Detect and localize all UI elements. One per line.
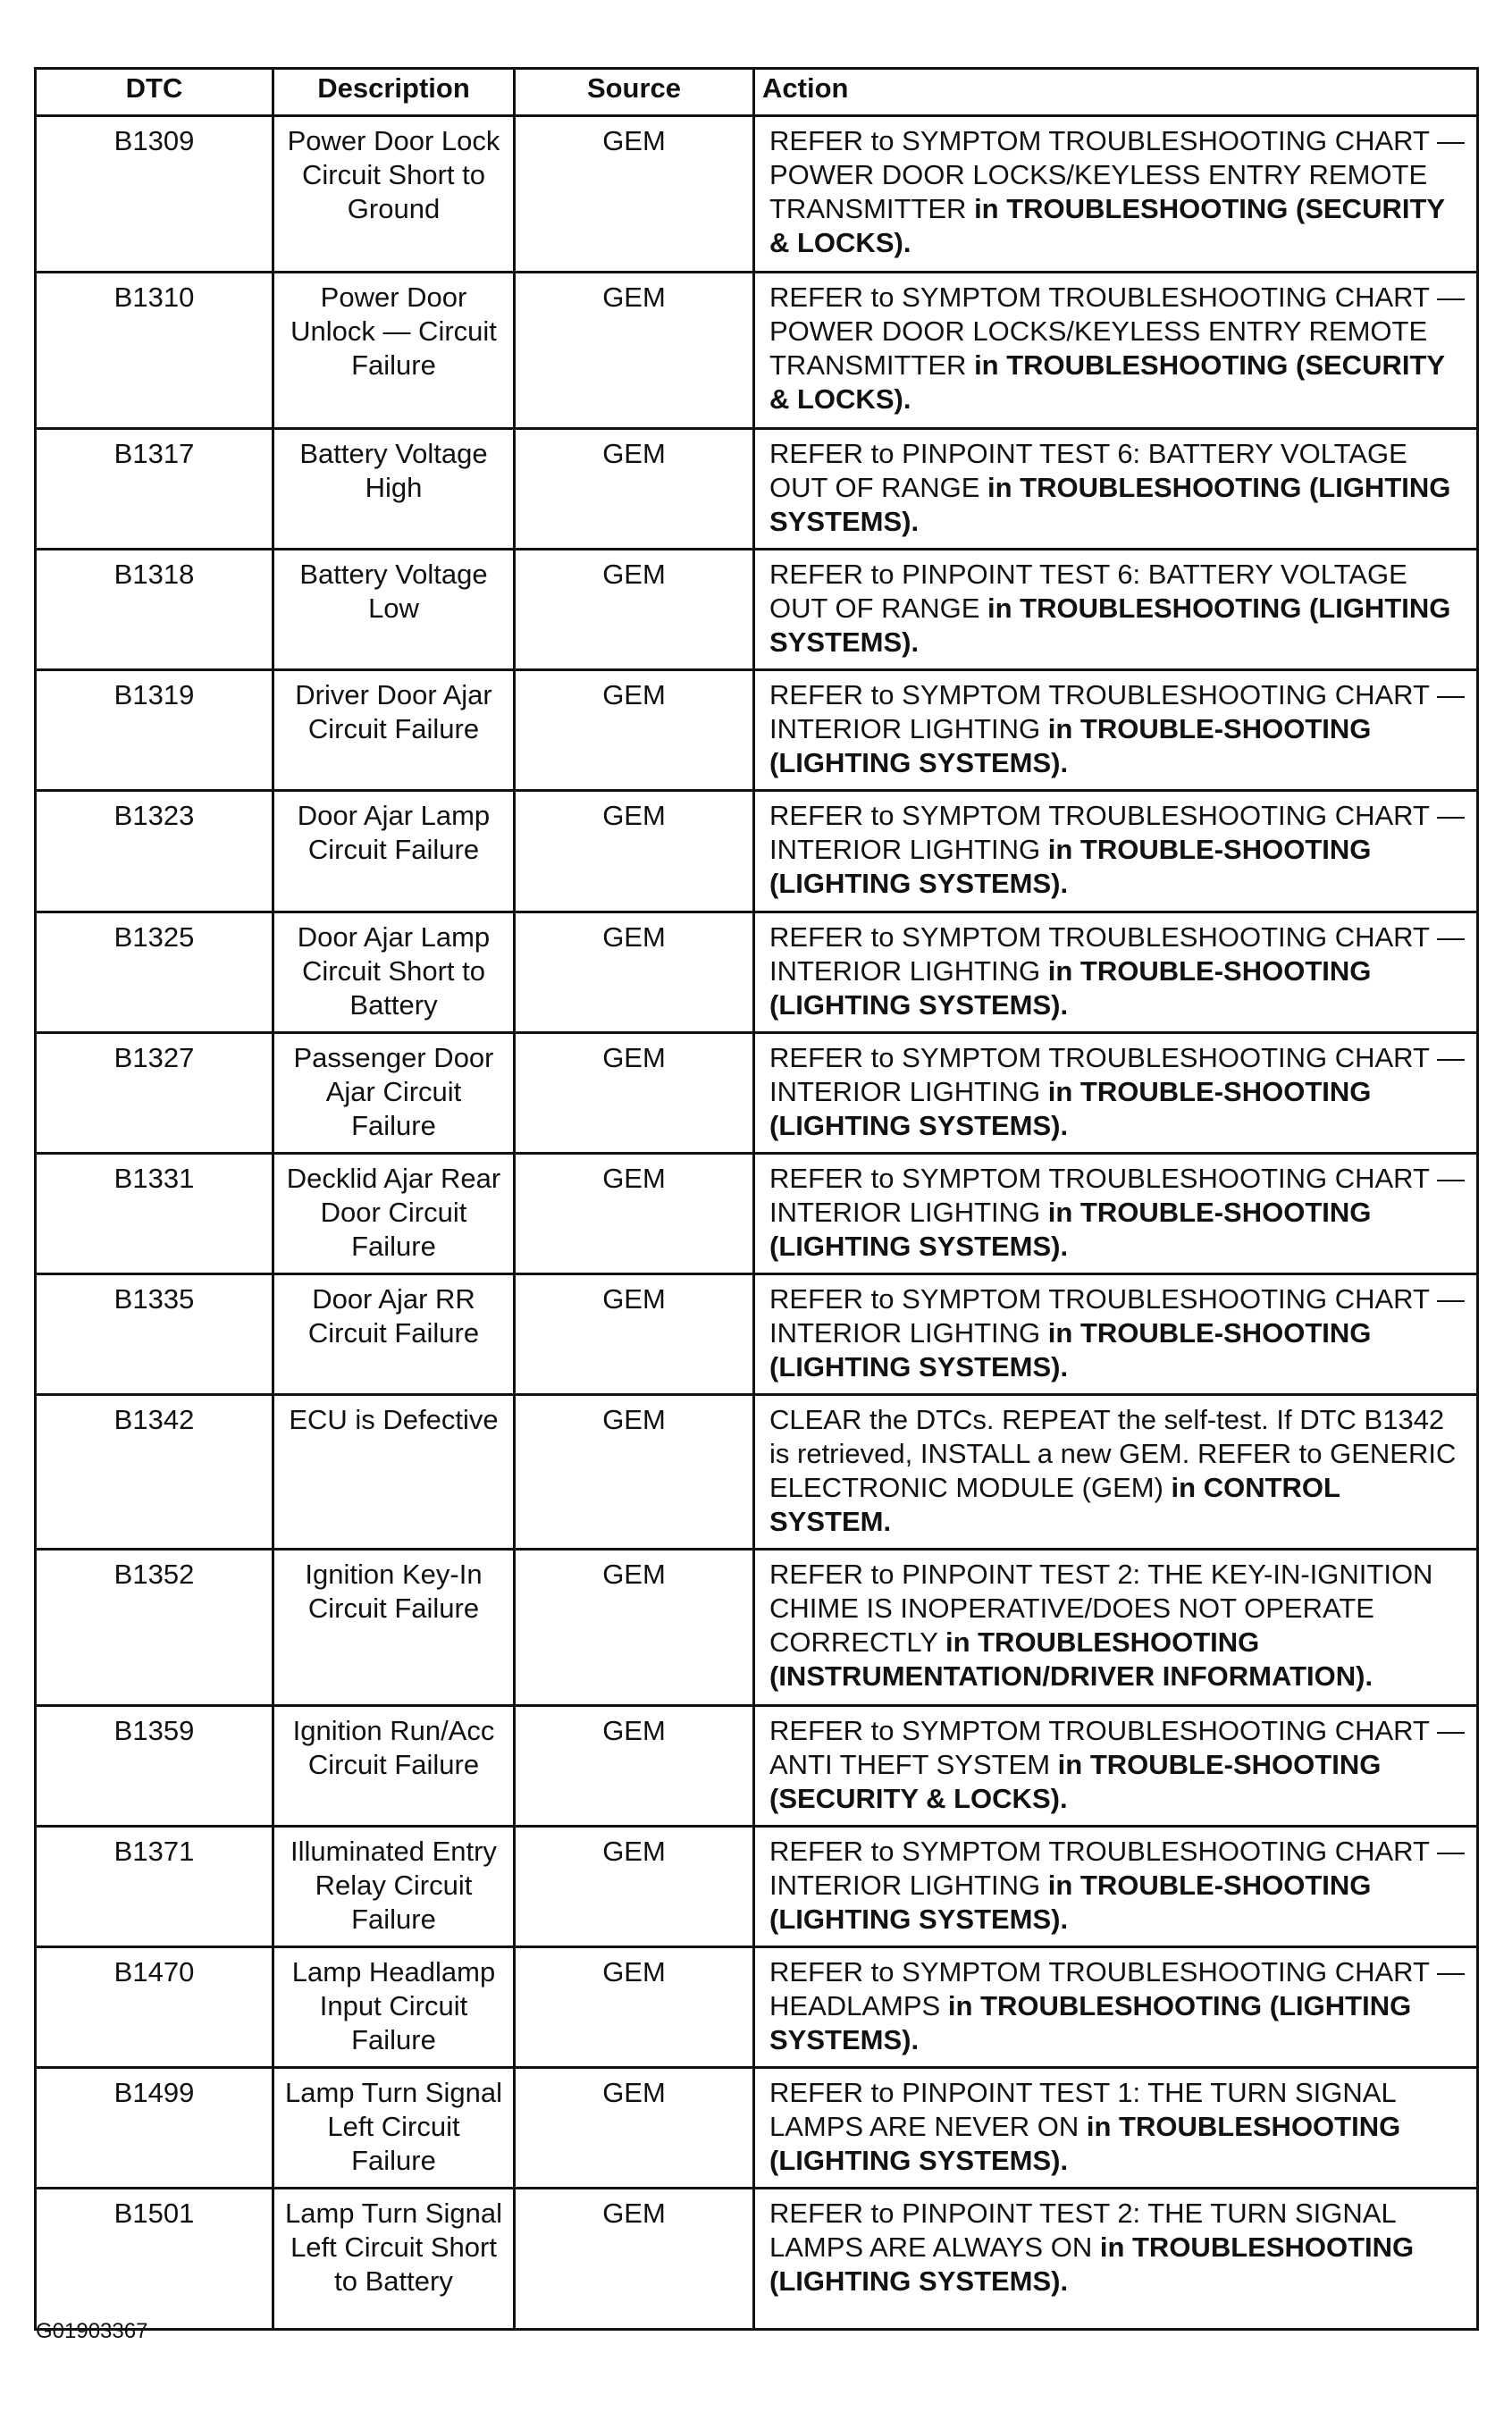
action-reference: in CONTROL SYSTEM.	[769, 1472, 1340, 1537]
table-row	[36, 273, 1478, 429]
dtc-action	[754, 550, 1478, 670]
dtc-description: Battery Voltage Low	[273, 550, 515, 670]
table-row	[36, 1154, 1478, 1274]
dtc-action	[754, 429, 1478, 550]
dtc-description: Ignition Key-In Circuit Failure	[273, 1550, 515, 1706]
dtc-source: GEM	[515, 429, 754, 550]
dtc-code: B1323	[36, 791, 273, 912]
action-reference: in TROUBLE-SHOOTING (LIGHTING SYSTEMS).	[769, 955, 1372, 1021]
dtc-code: B1359	[36, 1706, 273, 1827]
dtc-code: B1318	[36, 550, 273, 670]
dtc-source: GEM	[515, 912, 754, 1033]
action-instruction: REFER to PINPOINT TEST 1: THE TURN SIGNAL LAMPS ARE NEVER ON	[769, 2077, 1396, 2142]
dtc-description: Battery Voltage High	[273, 429, 515, 550]
table-row	[36, 2068, 1478, 2189]
table-row	[36, 1274, 1478, 1395]
dtc-code: B1317	[36, 429, 273, 550]
dtc-code: B1335	[36, 1274, 273, 1395]
header-source: Source	[515, 69, 754, 116]
action-instruction: REFER to SYMPTOM TROUBLESHOOTING CHART — POWER DOOR LOCKS/KEYLESS ENTRY REMOTE TRANSMITTER	[769, 125, 1465, 224]
dtc-source: GEM	[515, 550, 754, 670]
table-row	[36, 116, 1478, 273]
dtc-source: GEM	[515, 1154, 754, 1274]
action-reference: in TROUBLESHOOTING (LIGHTING SYSTEMS).	[769, 472, 1451, 537]
header-row	[36, 69, 1478, 116]
header-description: Description	[273, 69, 515, 116]
action-instruction: REFER to SYMPTOM TROUBLESHOOTING CHART — INTERIOR LIGHTING	[769, 1042, 1465, 1107]
action-reference: in TROUBLESHOOTING (SECURITY & LOCKS).	[769, 349, 1445, 415]
dtc-code: B1342	[36, 1395, 273, 1550]
dtc-action	[754, 1947, 1478, 2068]
dtc-description: Lamp Headlamp Input Circuit Failure	[273, 1947, 515, 2068]
dtc-source: GEM	[515, 1274, 754, 1395]
action-instruction: REFER to SYMPTOM TROUBLESHOOTING CHART — INTERIOR LIGHTING	[769, 1283, 1465, 1349]
dtc-action	[754, 670, 1478, 791]
dtc-description: Power Door Lock Circuit Short to Ground	[273, 116, 515, 273]
dtc-description: Door Ajar RR Circuit Failure	[273, 1274, 515, 1395]
dtc-table	[34, 67, 1479, 2331]
table-row	[36, 1395, 1478, 1550]
dtc-description: Power Door Unlock — Circuit Failure	[273, 273, 515, 429]
table-row	[36, 1827, 1478, 1947]
table-row	[36, 670, 1478, 791]
dtc-description: Door Ajar Lamp Circuit Short to Battery	[273, 912, 515, 1033]
action-instruction: REFER to SYMPTOM TROUBLESHOOTING CHART — POWER DOOR LOCKS/KEYLESS ENTRY REMOTE TRANSMITTER	[769, 282, 1465, 381]
dtc-action	[754, 273, 1478, 429]
action-instruction: REFER to SYMPTOM TROUBLESHOOTING CHART — ANTI THEFT SYSTEM	[769, 1715, 1465, 1780]
dtc-source: GEM	[515, 1706, 754, 1827]
action-reference: in TROUBLE-SHOOTING (LIGHTING SYSTEMS).	[769, 834, 1372, 899]
table-row	[36, 1947, 1478, 2068]
action-instruction: REFER to PINPOINT TEST 2: THE TURN SIGNAL LAMPS ARE ALWAYS ON	[769, 2198, 1396, 2263]
dtc-code: B1331	[36, 1154, 273, 1274]
dtc-action	[754, 2068, 1478, 2189]
dtc-description: Lamp Turn Signal Left Circuit Failure	[273, 2068, 515, 2189]
action-reference: in TROUBLESHOOTING (LIGHTING SYSTEMS).	[769, 1990, 1412, 2055]
action-instruction: REFER to SYMPTOM TROUBLESHOOTING CHART — INTERIOR LIGHTING	[769, 1163, 1465, 1228]
dtc-description: Illuminated Entry Relay Circuit Failure	[273, 1827, 515, 1947]
dtc-description: Driver Door Ajar Circuit Failure	[273, 670, 515, 791]
dtc-description: Ignition Run/Acc Circuit Failure	[273, 1706, 515, 1827]
figure-id: G01903367	[36, 2319, 148, 2343]
action-instruction: CLEAR the DTCs. REPEAT the self-test. If DTC B1342 is retrieved, INSTALL a new GEM. REFER to GENERIC ELECTRONIC MODULE (GEM)	[769, 1404, 1457, 1503]
action-reference: in TROUBLE-SHOOTING (LIGHTING SYSTEMS).	[769, 1197, 1372, 1262]
table-row	[36, 1706, 1478, 1827]
dtc-action	[754, 912, 1478, 1033]
dtc-action	[754, 791, 1478, 912]
dtc-code: B1325	[36, 912, 273, 1033]
table-row	[36, 1033, 1478, 1154]
table-header	[36, 69, 1478, 116]
dtc-code: B1501	[36, 2189, 273, 2330]
table-row	[36, 912, 1478, 1033]
dtc-source: GEM	[515, 2189, 754, 2330]
dtc-code: B1470	[36, 1947, 273, 2068]
dtc-description: Passenger Door Ajar Circuit Failure	[273, 1033, 515, 1154]
action-instruction: REFER to PINPOINT TEST 2: THE KEY-IN-IGNITION CHIME IS INOPERATIVE/DOES NOT OPERATE CORRECTLY	[769, 1559, 1433, 1658]
dtc-code: B1309	[36, 116, 273, 273]
action-reference: in TROUBLE-SHOOTING (LIGHTING SYSTEMS).	[769, 1317, 1372, 1382]
dtc-source: GEM	[515, 116, 754, 273]
dtc-action	[754, 1154, 1478, 1274]
action-instruction: REFER to SYMPTOM TROUBLESHOOTING CHART — INTERIOR LIGHTING	[769, 921, 1465, 987]
table-row	[36, 429, 1478, 550]
table-body	[36, 116, 1478, 2330]
dtc-code: B1310	[36, 273, 273, 429]
dtc-code: B1319	[36, 670, 273, 791]
action-reference: in TROUBLESHOOTING (LIGHTING SYSTEMS).	[769, 2231, 1415, 2297]
action-reference: in TROUBLESHOOTING (LIGHTING SYSTEMS).	[769, 592, 1451, 658]
dtc-source: GEM	[515, 1395, 754, 1550]
action-reference: in TROUBLESHOOTING (LIGHTING SYSTEMS).	[769, 2111, 1401, 2176]
action-instruction: REFER to SYMPTOM TROUBLESHOOTING CHART — INTERIOR LIGHTING	[769, 800, 1465, 865]
dtc-source: GEM	[515, 1947, 754, 2068]
action-instruction: REFER to SYMPTOM TROUBLESHOOTING CHART — HEADLAMPS	[769, 1956, 1465, 2021]
action-instruction: REFER to SYMPTOM TROUBLESHOOTING CHART — INTERIOR LIGHTING	[769, 1836, 1465, 1901]
dtc-action	[754, 1395, 1478, 1550]
dtc-source: GEM	[515, 791, 754, 912]
dtc-description: Door Ajar Lamp Circuit Failure	[273, 791, 515, 912]
dtc-code: B1352	[36, 1550, 273, 1706]
dtc-action	[754, 116, 1478, 273]
dtc-code: B1327	[36, 1033, 273, 1154]
dtc-source: GEM	[515, 273, 754, 429]
table-row	[36, 2189, 1478, 2330]
table-row	[36, 1550, 1478, 1706]
action-reference: in TROUBLE-SHOOTING (LIGHTING SYSTEMS).	[769, 1870, 1372, 1935]
dtc-source: GEM	[515, 1827, 754, 1947]
dtc-action	[754, 2189, 1478, 2330]
dtc-source: GEM	[515, 1550, 754, 1706]
action-instruction: REFER to PINPOINT TEST 6: BATTERY VOLTAGE OUT OF RANGE	[769, 559, 1407, 624]
dtc-action	[754, 1550, 1478, 1706]
dtc-source: GEM	[515, 670, 754, 791]
header-dtc: DTC	[36, 69, 273, 116]
action-reference: in TROUBLE-SHOOTING (LIGHTING SYSTEMS).	[769, 1076, 1372, 1141]
dtc-code: B1371	[36, 1827, 273, 1947]
dtc-action	[754, 1033, 1478, 1154]
dtc-code: B1499	[36, 2068, 273, 2189]
dtc-source: GEM	[515, 1033, 754, 1154]
action-reference: in TROUBLE-SHOOTING (SECURITY & LOCKS).	[769, 1749, 1382, 1814]
dtc-action	[754, 1706, 1478, 1827]
table-row	[36, 550, 1478, 670]
dtc-description: ECU is Defective	[273, 1395, 515, 1550]
header-action: Action	[754, 69, 1478, 116]
action-reference: in TROUBLE-SHOOTING (LIGHTING SYSTEMS).	[769, 713, 1372, 778]
dtc-description: Decklid Ajar Rear Door Circuit Failure	[273, 1154, 515, 1274]
action-instruction: REFER to PINPOINT TEST 6: BATTERY VOLTAGE OUT OF RANGE	[769, 438, 1407, 503]
action-reference: in TROUBLESHOOTING (INSTRUMENTATION/DRIVER INFORMATION).	[769, 1626, 1373, 1692]
dtc-source: GEM	[515, 2068, 754, 2189]
dtc-action	[754, 1274, 1478, 1395]
action-reference: in TROUBLESHOOTING (SECURITY & LOCKS).	[769, 193, 1445, 258]
table-row	[36, 791, 1478, 912]
dtc-action	[754, 1827, 1478, 1947]
dtc-description: Lamp Turn Signal Left Circuit Short to Battery	[273, 2189, 515, 2330]
action-instruction: REFER to SYMPTOM TROUBLESHOOTING CHART — INTERIOR LIGHTING	[769, 679, 1465, 744]
